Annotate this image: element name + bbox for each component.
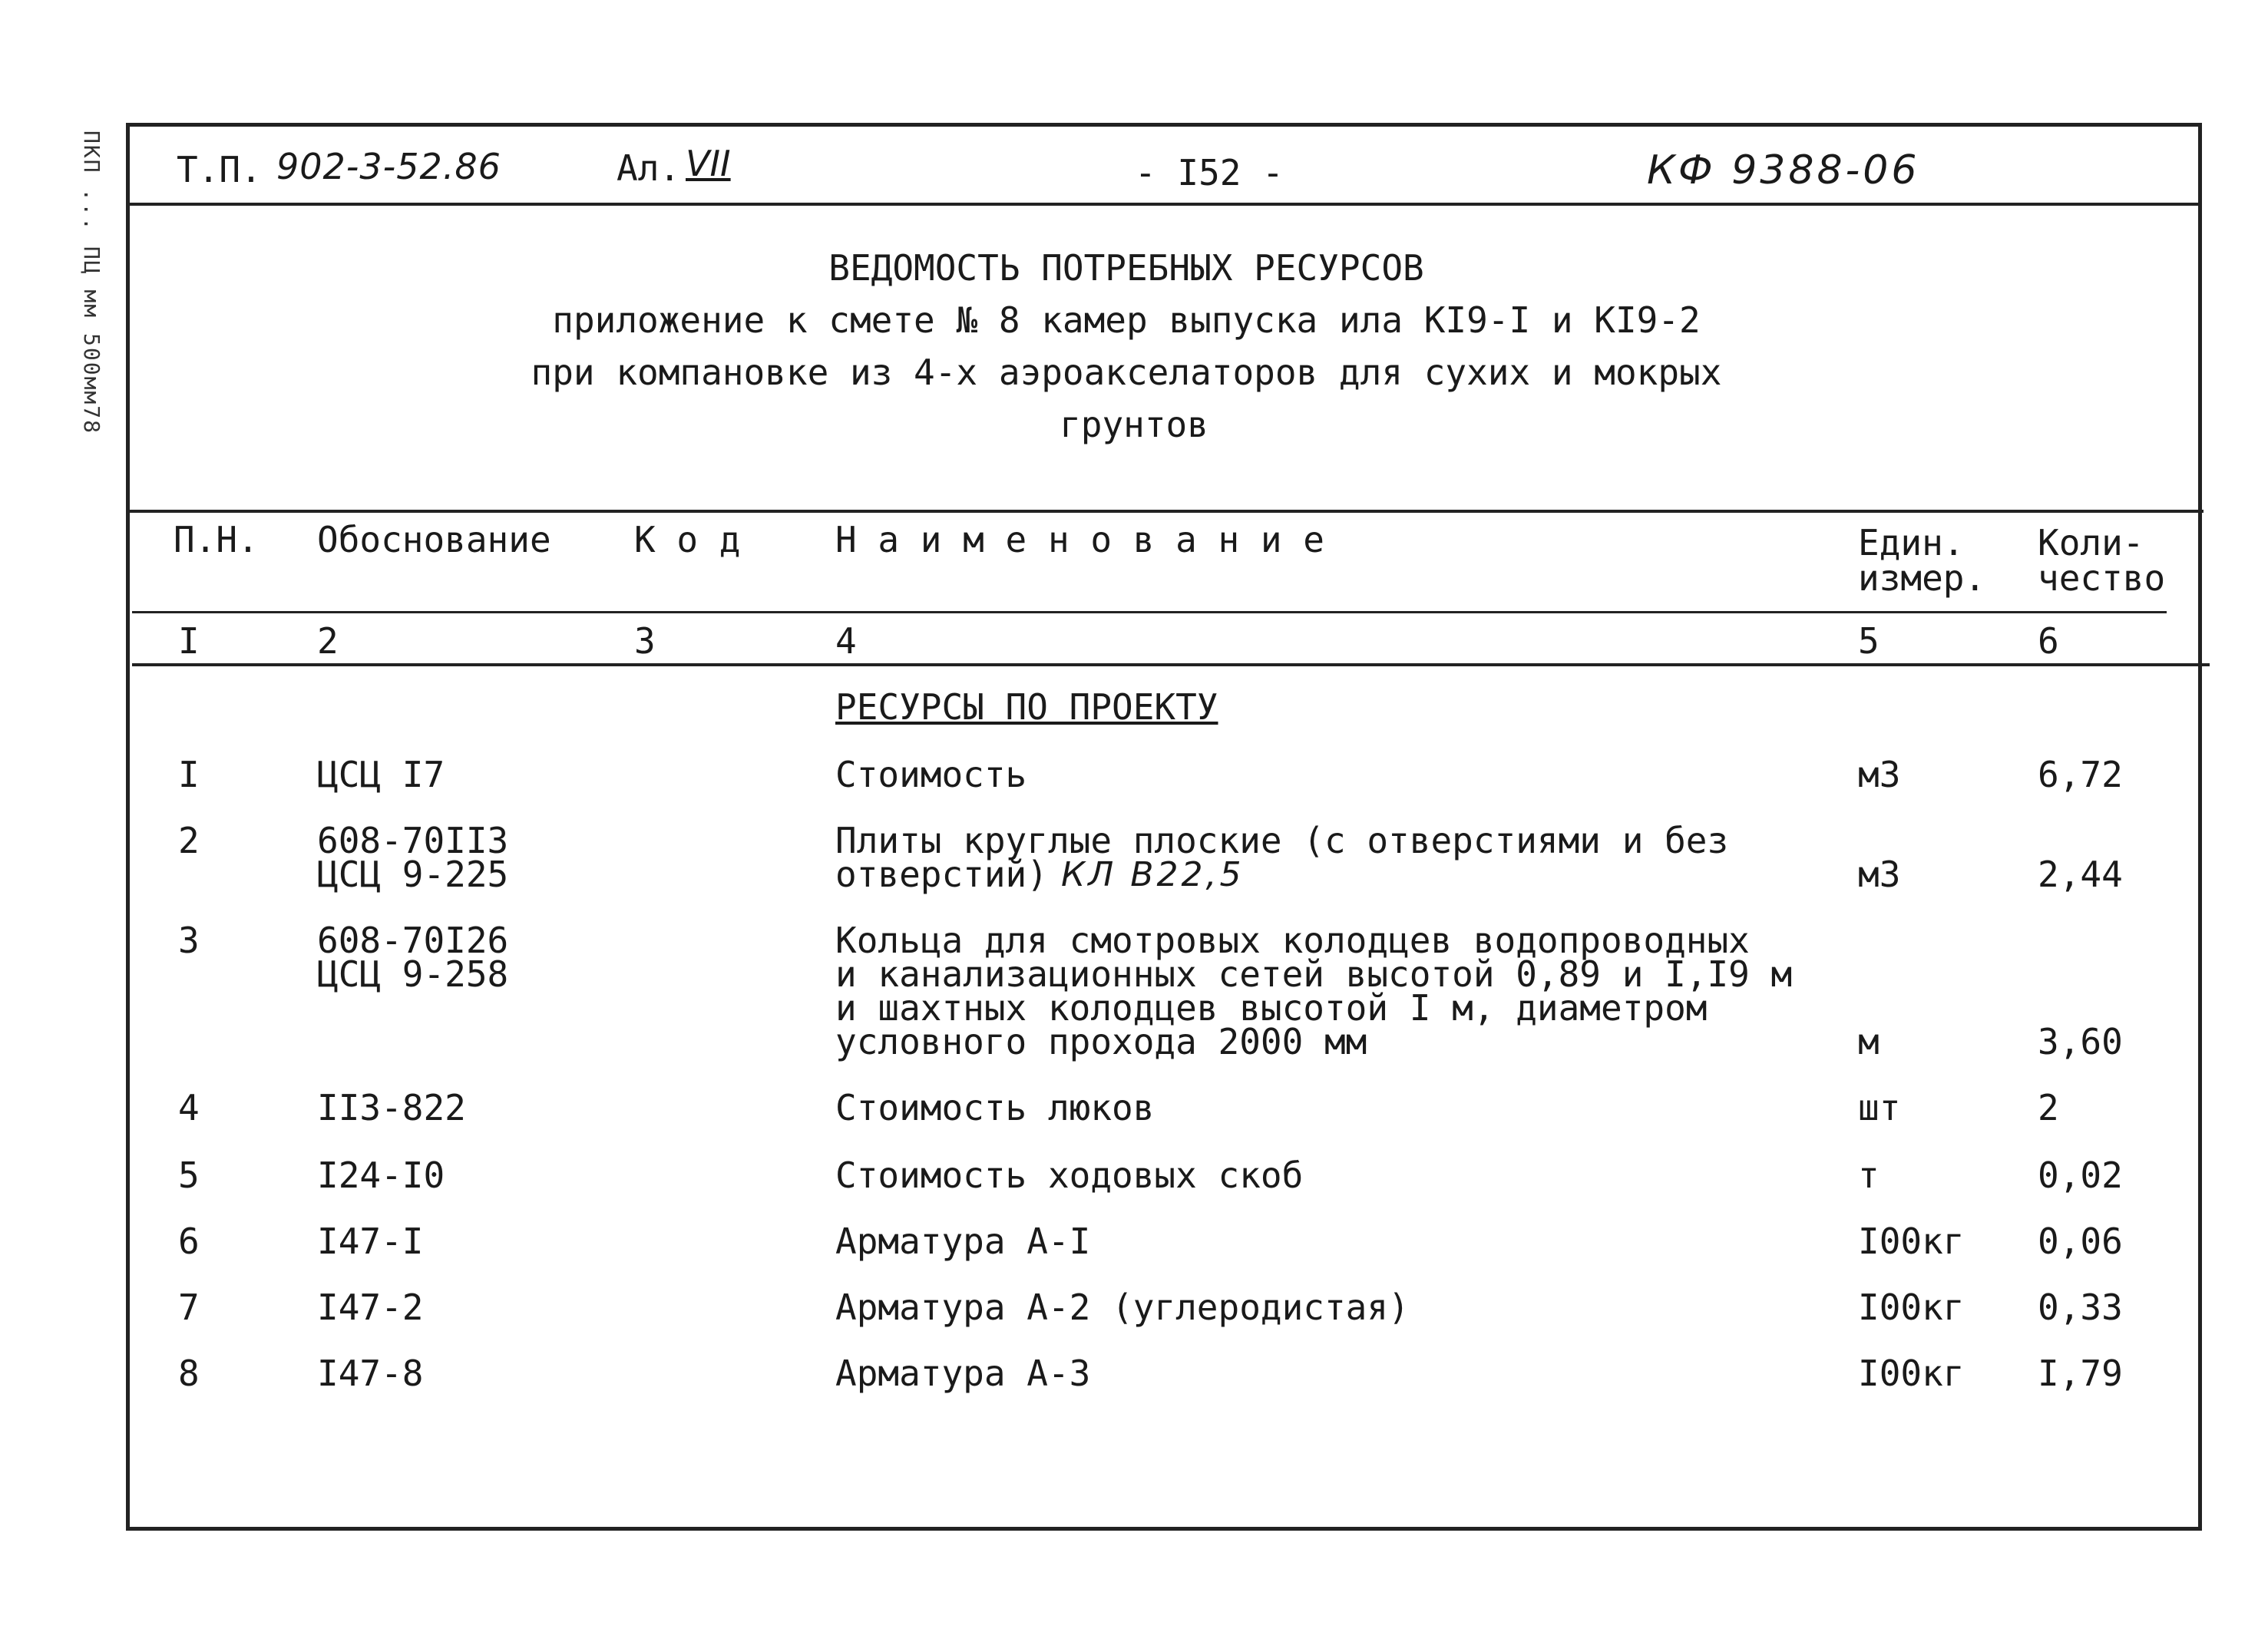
table-row-2-pn: 2	[178, 820, 200, 861]
col-number-6: 6	[2038, 620, 2059, 662]
table-row-5-unit: т	[1858, 1155, 1880, 1196]
col-header-unit-1: Един.	[1858, 522, 1965, 563]
page-number: - I52 -	[1135, 152, 1284, 193]
table-row-6-name: Арматура А-I	[835, 1221, 1091, 1262]
col-number-5: 5	[1858, 620, 1880, 662]
table-row-2-basis-1: 608-70II3	[317, 820, 509, 861]
column-numbers-divider	[132, 663, 2210, 666]
table-row-4-qty: 2	[2038, 1087, 2059, 1128]
table-row-1-name: Стоимость	[835, 754, 1027, 795]
col-number-3: 3	[634, 620, 656, 662]
table-row-3-basis-2: ЦСЦ 9-258	[317, 953, 509, 995]
table-row-1-qty: 6,72	[2038, 754, 2123, 795]
table-row-2-basis-2: ЦСЦ 9-225	[317, 854, 509, 895]
table-row-7-name: Арматура А-2 (углеродистая)	[835, 1287, 1410, 1328]
table-row-3-unit: м	[1858, 1021, 1880, 1062]
table-row-8-qty: I,79	[2038, 1353, 2123, 1394]
table-row-4-basis: II3-822	[317, 1087, 466, 1128]
table-row-6-qty: 0,06	[2038, 1221, 2123, 1262]
header-row-divider	[132, 611, 2167, 613]
table-row-1-basis: ЦСЦ I7	[317, 754, 445, 795]
tp-label: Т.П.	[177, 149, 262, 190]
table-top-border	[126, 510, 2204, 513]
table-row-7-unit: I00кг	[1858, 1287, 1965, 1328]
col-header-qty-2: чество	[2038, 557, 2166, 599]
table-row-3-basis-1: 608-70I26	[317, 920, 509, 961]
table-row-1-pn: I	[178, 754, 200, 795]
header-divider	[126, 203, 2198, 206]
table-row-2-name-2: отверстий)	[835, 854, 1048, 895]
col-header-code: К о д	[634, 519, 741, 560]
table-row-5-name: Стоимость ходовых скоб	[835, 1155, 1304, 1196]
col-header-unit-2: измер.	[1858, 557, 1986, 599]
table-row-2-qty: 2,44	[2038, 854, 2123, 895]
title-line-4: грунтов	[1060, 404, 1208, 445]
table-row-8-pn: 8	[178, 1353, 200, 1394]
col-header-pn: П.Н.	[174, 519, 259, 560]
document-title: ВЕДОМОСТЬ ПОТРЕБНЫХ РЕСУРСОВ	[828, 247, 1424, 289]
side-margin-note: ПКП ... ПЦ мм 500мм78	[79, 130, 104, 435]
table-row-6-pn: 6	[178, 1221, 200, 1262]
table-row-3-qty: 3,60	[2038, 1021, 2123, 1062]
section-title: РЕСУРСЫ ПО ПРОЕКТУ	[835, 686, 1218, 728]
table-row-6-basis: I47-I	[317, 1221, 424, 1262]
col-number-2: 2	[317, 620, 339, 662]
title-line-3: при компановке из 4-х аэроакселаторов для сухих и мокрых	[531, 352, 1722, 393]
album-number: VII	[686, 143, 731, 184]
table-row-5-basis: I24-I0	[317, 1155, 445, 1196]
table-row-3-name-1: Кольца для смотровых колодцев водопроводных	[835, 920, 1750, 961]
table-row-2-unit: м3	[1858, 854, 1901, 895]
table-row-8-basis: I47-8	[317, 1353, 424, 1394]
table-row-4-name: Стоимость люков	[835, 1087, 1155, 1128]
table-row-4-unit: шт	[1858, 1087, 1901, 1128]
table-row-8-unit: I00кг	[1858, 1353, 1965, 1394]
tp-number: 902-3-52.86	[276, 146, 501, 187]
col-number-1: I	[178, 620, 200, 662]
table-row-8-name: Арматура А-3	[835, 1353, 1091, 1394]
col-header-qty-1: Коли-	[2038, 522, 2144, 563]
table-row-2-handwritten-note: КЛ В22,5	[1061, 855, 1245, 894]
table-row-2-name-1: Плиты круглые плоские (с отверстиями и без	[835, 820, 1729, 861]
col-header-basis: Обоснование	[317, 519, 551, 560]
table-row-6-unit: I00кг	[1858, 1221, 1965, 1262]
table-row-7-pn: 7	[178, 1287, 200, 1328]
table-row-3-pn: 3	[178, 920, 200, 961]
table-row-3-name-4: условного прохода 2000 мм	[835, 1021, 1367, 1062]
table-row-3-name-2: и канализационных сетей высотой 0,89 и I,I9 м	[835, 953, 1793, 995]
table-row-4-pn: 4	[178, 1087, 200, 1128]
table-row-5-qty: 0,02	[2038, 1155, 2123, 1196]
table-row-1-unit: м3	[1858, 754, 1901, 795]
title-line-2: приложение к смете № 8 камер выпуска ила КI9-I и КI9-2	[552, 299, 1701, 341]
table-row-7-basis: I47-2	[317, 1287, 424, 1328]
album-label: Ал.	[617, 147, 681, 189]
table-row-7-qty: 0,33	[2038, 1287, 2123, 1328]
col-number-4: 4	[835, 620, 857, 662]
document-cipher: КФ 9388-06	[1647, 147, 1920, 193]
table-row-5-pn: 5	[178, 1155, 200, 1196]
col-header-name: Н а и м е н о в а н и е	[835, 519, 1324, 560]
table-row-3-name-3: и шахтных колодцев высотой I м, диаметром	[835, 987, 1708, 1029]
